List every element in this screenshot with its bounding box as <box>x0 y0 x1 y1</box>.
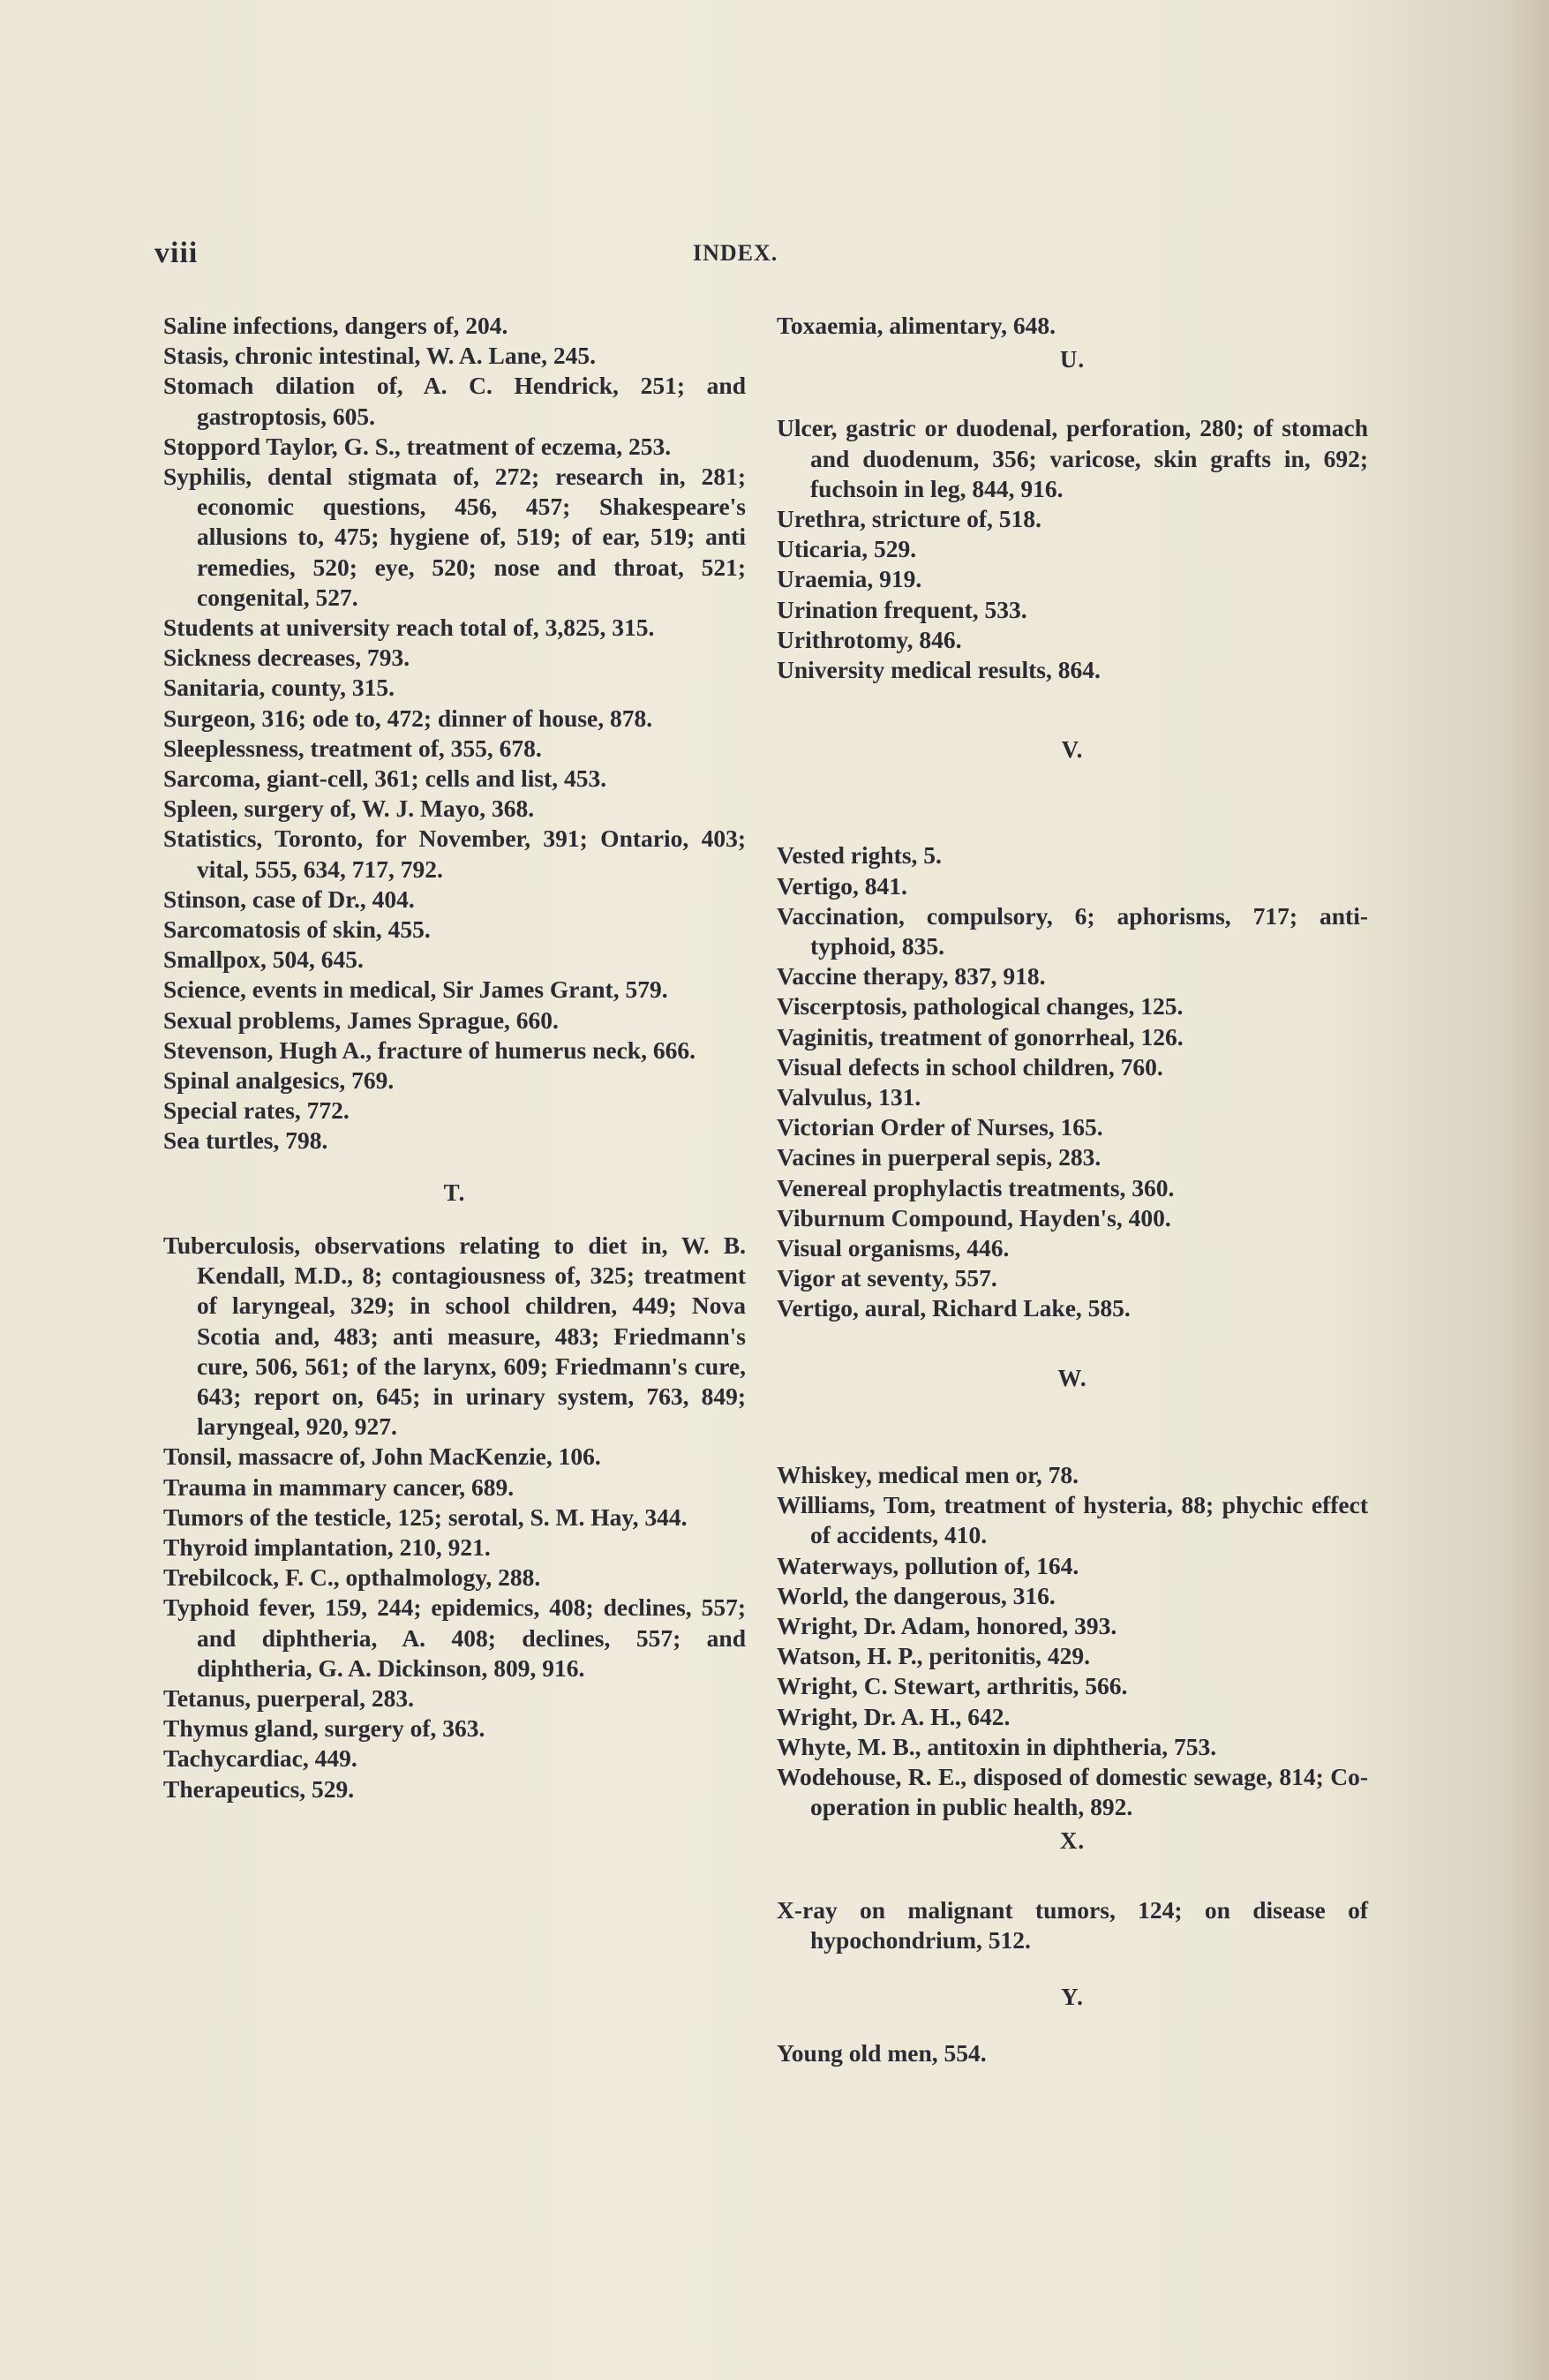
index-entry: Thyroid implantation, 210, 921. <box>163 1533 491 1561</box>
index-entry: World, the dangerous, 316. <box>777 1581 1056 1609</box>
index-entry: Vaccination, compulsory, 6; aphorisms, 717; anti-typhoid, 835. <box>777 901 1368 960</box>
section-heading-t: T. <box>443 1179 466 1206</box>
index-entry: Thymus gland, surgery of, 363. <box>163 1714 485 1743</box>
index-entry: Special rates, 772. <box>163 1096 350 1125</box>
index-entry: Uticaria, 529. <box>777 535 917 563</box>
index-entry: Students at university reach total of, 3,825, 315. <box>163 614 655 642</box>
index-entry: Vacines in puerperal sepis, 283. <box>777 1143 1102 1171</box>
index-entry: Vertigo, aural, Richard Lake, 585. <box>777 1294 1131 1322</box>
section-heading-w: W. <box>1057 1364 1087 1391</box>
index-entry: Typhoid fever, 159, 244; epidemics, 408; declines, 557; and diphtheria, A. 408; declines, 557; and diphtheria, G. A. Dickinson, 809, 916. <box>163 1593 746 1682</box>
t-entry-list <box>163 1231 746 1804</box>
page-header <box>154 237 1372 272</box>
index-entry: Venereal prophylactis treatments, 360. <box>777 1173 1175 1201</box>
index-entry: X-ray on malignant tumors, 124; on disease of hypochondrium, 512. <box>777 1895 1368 1954</box>
index-entry: Victorian Order of Nurses, 165. <box>777 1113 1103 1141</box>
index-entry: Statistics, Toronto, for November, 391; Ontario, 403; vital, 555, 634, 717, 792. <box>163 825 746 883</box>
index-entry: Valvulus, 131. <box>777 1083 921 1111</box>
index-entry: Trauma in mammary cancer, 689. <box>163 1472 515 1501</box>
index-entry: Urithrotomy, 846. <box>777 625 962 653</box>
index-entry: Whyte, M. B., antitoxin in diphtheria, 753. <box>777 1732 1217 1760</box>
index-entry: Sanitaria, county, 315. <box>163 674 395 702</box>
t-entry-list-continued <box>777 311 1368 341</box>
w-entry-list <box>777 1460 1368 1822</box>
index-entry: Saline infections, dangers of, 204. <box>163 312 508 339</box>
page-number: viii <box>154 237 199 269</box>
s-entry-list <box>163 311 746 1156</box>
index-entry: Surgeon, 316; ode to, 472; dinner of house, 878. <box>163 704 653 732</box>
index-entry: Smallpox, 504, 645. <box>163 945 364 974</box>
index-entry: Stoppord Taylor, G. S., treatment of eczema, 253. <box>163 432 672 460</box>
index-entry: Therapeutics, 529. <box>163 1774 355 1803</box>
running-head: INDEX. <box>693 240 778 266</box>
index-entry: Wright, Dr. Adam, honored, 393. <box>777 1611 1117 1639</box>
v-entry-list <box>777 840 1368 1323</box>
index-entry: Spleen, surgery of, W. J. Mayo, 368. <box>163 795 535 823</box>
index-entry: Wright, C. Stewart, arthritis, 566. <box>777 1672 1128 1700</box>
index-entry: Sexual problems, James Sprague, 660. <box>163 1005 559 1034</box>
index-entry: Stomach dilation of, A. C. Hendrick, 251; and gastroptosis, 605. <box>163 372 746 430</box>
index-entry: Wodehouse, R. E., disposed of domestic sewage, 814; Co-operation in public health, 892. <box>777 1762 1368 1821</box>
index-entry: Wright, Dr. A. H., 642. <box>777 1702 1011 1730</box>
index-entry: Tumors of the testicle, 125; serotal, S. M. Hay, 344. <box>163 1503 688 1531</box>
index-entry: Sleeplessness, treatment of, 355, 678. <box>163 734 542 762</box>
u-entry-list <box>777 413 1368 685</box>
index-entry: Ulcer, gastric or duodenal, perforation, 280; of stomach and duodenum, 356; varicose, skin grafts in, 692; fuchsoin in leg, 844, 916. <box>777 414 1368 502</box>
index-entry: Stevenson, Hugh A., fracture of humerus neck, 666. <box>163 1036 696 1064</box>
section-heading-v: V. <box>1061 736 1084 764</box>
index-entry: Urethra, stricture of, 518. <box>777 505 1041 533</box>
index-entry: Tuberculosis, observations relating to diet in, W. B. Kendall, M.D., 8; contagiousness of, 325; treatment of laryngeal, 329; in school children, 449; Nova Scotia and, 483; anti measure, 483; Friedmann's cure, 506, 561; of the larynx, 609; Friedmann's cure, 643; report on, 645; in urinary system, 763, 849; laryngeal, 920, 927. <box>163 1231 746 1441</box>
index-entry: Young old men, 554. <box>777 2039 987 2067</box>
index-entry: Williams, Tom, treatment of hysteria, 88; phychic effect of accidents, 410. <box>777 1491 1368 1549</box>
index-entry: Urination frequent, 533. <box>777 595 1027 623</box>
x-entry-list <box>777 1895 1368 1955</box>
section-heading-y: Y. <box>1061 1983 1084 2010</box>
index-entry: Stinson, case of Dr., 404. <box>163 885 415 913</box>
index-entry: Trebilcock, F. C., opthalmology, 288. <box>163 1563 541 1592</box>
index-entry: Vertigo, 841. <box>777 871 907 900</box>
index-entry: Visual defects in school children, 760. <box>777 1052 1163 1081</box>
index-entry: Science, events in medical, Sir James Grant, 579. <box>163 975 668 1004</box>
index-entry: Viscerptosis, pathological changes, 125. <box>777 992 1184 1021</box>
y-entry-list <box>777 2038 1368 2068</box>
index-entry: Sarcomatosis of skin, 455. <box>163 915 431 944</box>
index-entry: Tetanus, puerperal, 283. <box>163 1683 414 1712</box>
index-entry: Sarcoma, giant-cell, 361; cells and list, 453. <box>163 764 607 793</box>
index-entry: Vigor at seventy, 557. <box>777 1264 997 1292</box>
index-entry: Viburnum Compound, Hayden's, 400. <box>777 1203 1171 1231</box>
index-entry: Toxaemia, alimentary, 648. <box>777 312 1056 339</box>
index-entry: Waterways, pollution of, 164. <box>777 1551 1079 1579</box>
index-entry: Stasis, chronic intestinal, W. A. Lane, 245. <box>163 342 596 370</box>
index-entry: Watson, H. P., peritonitis, 429. <box>777 1642 1090 1670</box>
index-entry: Visual organisms, 446. <box>777 1234 1010 1262</box>
left-column <box>163 311 746 1804</box>
index-entry: Tonsil, massacre of, John MacKenzie, 106. <box>163 1442 601 1471</box>
index-entry: Syphilis, dental stigmata of, 272; research in, 281; economic questions, 456, 457; Shakespeare's allusions to, 475; hygiene of, 519; of ear, 519; anti remedies, 520; eye, 520; nose and throat, 521; congenital, 527. <box>163 463 746 611</box>
section-heading-u: U. <box>1059 346 1086 373</box>
index-entry: University medical results, 864. <box>777 656 1101 684</box>
index-entry: Spinal analgesics, 769. <box>163 1066 395 1095</box>
index-entry: Sickness decreases, 793. <box>163 644 410 672</box>
index-entry: Uraemia, 919. <box>777 565 922 593</box>
index-entry: Vaccine therapy, 837, 918. <box>777 962 1046 990</box>
section-heading-x: X. <box>1059 1827 1086 1855</box>
index-entry: Whiskey, medical men or, 78. <box>777 1460 1079 1488</box>
index-entry: Tachycardiac, 449. <box>163 1744 357 1773</box>
index-entry: Vaginitis, treatment of gonorrheal, 126. <box>777 1022 1184 1051</box>
right-column <box>777 311 1368 2068</box>
index-entry: Vested rights, 5. <box>777 841 942 870</box>
index-entry: Sea turtles, 798. <box>163 1126 328 1155</box>
